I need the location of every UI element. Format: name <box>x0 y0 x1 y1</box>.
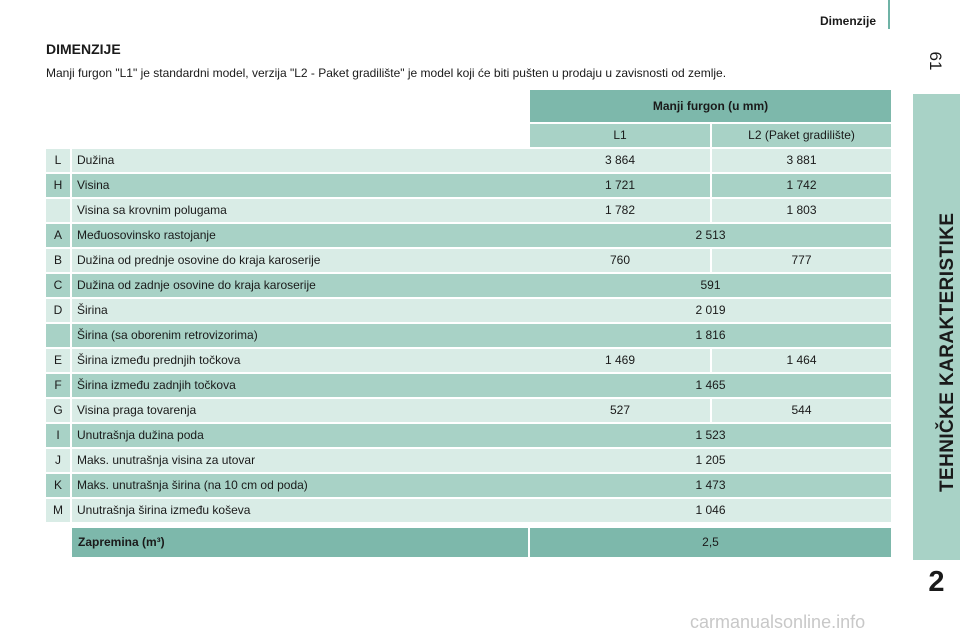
row-label: Visina praga tovarenja <box>72 399 574 422</box>
row-value-l2: 3 881 <box>712 149 891 172</box>
table-row <box>46 399 891 422</box>
row-value-l1: 1 469 <box>530 349 710 372</box>
row-label: Visina <box>72 174 574 197</box>
row-value: 1 465 <box>530 374 891 397</box>
table-row <box>46 149 891 172</box>
row-value: 1 816 <box>530 324 891 347</box>
table-group-header: Manji furgon (u mm) <box>530 90 891 122</box>
row-label: Unutrašnja dužina poda <box>72 424 574 447</box>
row-label: Unutrašnja širina između koševa <box>72 499 574 522</box>
chapter-label: TEHNIČKE KARAKTERISTIKE <box>937 212 958 492</box>
row-label: Širina (sa oborenim retrovizorima) <box>72 324 574 347</box>
row-letter: E <box>46 349 70 372</box>
row-value-l2: 1 803 <box>712 199 891 222</box>
section-title: DIMENZIJE <box>46 41 121 57</box>
table-row <box>46 299 891 322</box>
row-label: Širina između prednjih točkova <box>72 349 574 372</box>
row-label: Dužina od zadnje osovine do kraja karoserije <box>72 274 574 297</box>
row-value-l2: 544 <box>712 399 891 422</box>
row-letter <box>46 324 70 347</box>
volume-row <box>72 528 891 557</box>
table-row <box>46 349 891 372</box>
row-letter <box>46 199 70 222</box>
row-value: 591 <box>530 274 891 297</box>
running-header: Dimenzije <box>820 14 877 28</box>
table-row <box>46 374 891 397</box>
row-label: Dužina od prednje osovine do kraja karoserije <box>72 249 574 272</box>
table-row <box>46 274 891 297</box>
row-value-l2: 777 <box>712 249 891 272</box>
page-number: 61 <box>926 51 945 71</box>
table-row <box>46 424 891 447</box>
row-letter: H <box>46 174 70 197</box>
table-row <box>46 199 891 222</box>
row-value: 1 473 <box>530 474 891 497</box>
row-letter: I <box>46 424 70 447</box>
chapter-number: 2 <box>928 566 945 598</box>
row-label: Maks. unutrašnja širina (na 10 cm od poda) <box>72 474 574 497</box>
row-value: 2 513 <box>530 224 891 247</box>
row-value-l2: 1 464 <box>712 349 891 372</box>
row-label: Dužina <box>72 149 574 172</box>
row-value-l1: 527 <box>530 399 710 422</box>
row-letter: A <box>46 224 70 247</box>
row-value: 1 523 <box>530 424 891 447</box>
watermark: carmanualsonline.info <box>690 612 866 632</box>
table-row <box>46 474 891 497</box>
table-row <box>46 499 891 522</box>
row-letter: F <box>46 374 70 397</box>
table-column-headers <box>530 124 891 147</box>
row-value: 1 205 <box>530 449 891 472</box>
header-line <box>888 0 890 29</box>
row-label: Širina <box>72 299 574 322</box>
row-value-l1: 3 864 <box>530 149 710 172</box>
table-row <box>46 324 891 347</box>
row-label: Međuosovinsko rastojanje <box>72 224 574 247</box>
volume-label: Zapremina (m³) <box>72 528 528 557</box>
row-value: 2 019 <box>530 299 891 322</box>
row-letter: J <box>46 449 70 472</box>
row-value: 1 046 <box>530 499 891 522</box>
row-label: Širina između zadnjih točkova <box>72 374 574 397</box>
row-value-l2: 1 742 <box>712 174 891 197</box>
row-letter: L <box>46 149 70 172</box>
table-row <box>46 174 891 197</box>
column-header-l2: L2 (Paket gradilište) <box>712 124 891 147</box>
intro-text: Manji furgon "L1" je standardni model, verzija "L2 - Paket gradilište" je model koji će biti pušten u prodaju u zavisnosti od zemlje. <box>46 66 727 80</box>
table-row <box>46 449 891 472</box>
row-label: Visina sa krovnim polugama <box>72 199 574 222</box>
row-letter: B <box>46 249 70 272</box>
volume-value: 2,5 <box>530 528 891 557</box>
column-header-l1: L1 <box>530 124 710 147</box>
chapter-sidebar <box>913 94 960 560</box>
table-row <box>46 249 891 272</box>
row-value-l1: 1 782 <box>530 199 710 222</box>
row-letter: D <box>46 299 70 322</box>
row-letter: K <box>46 474 70 497</box>
row-value-l1: 760 <box>530 249 710 272</box>
row-label: Maks. unutrašnja visina za utovar <box>72 449 574 472</box>
row-letter: G <box>46 399 70 422</box>
row-letter: C <box>46 274 70 297</box>
table-row <box>46 224 891 247</box>
row-letter: M <box>46 499 70 522</box>
row-value-l1: 1 721 <box>530 174 710 197</box>
